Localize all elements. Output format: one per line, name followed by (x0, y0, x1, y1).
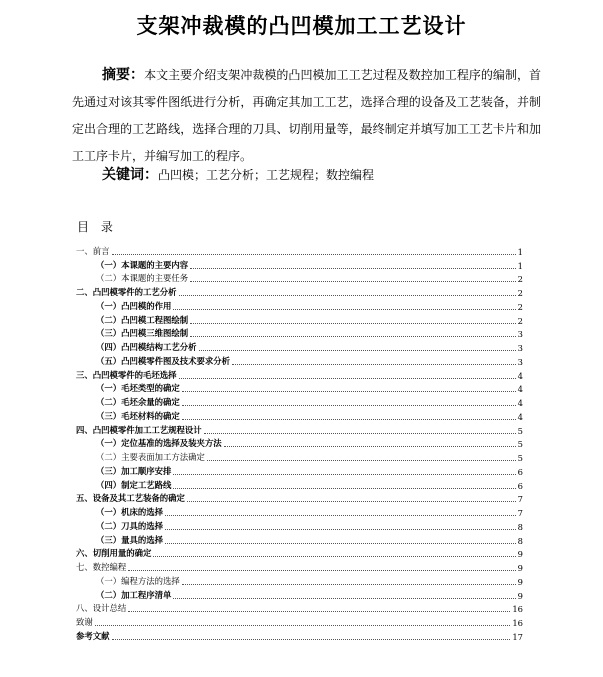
toc-leader-dots (173, 309, 515, 310)
toc-entry-title: （二）主要表面加工方法确定 (96, 452, 205, 462)
toc-entry-title: （三）量具的选择 (96, 534, 163, 545)
toc-leader-dots (190, 323, 516, 324)
toc-entry (76, 381, 523, 395)
toc-entry-title: （二）凸凹模工程图绘制 (96, 314, 189, 325)
toc-entry (76, 463, 523, 477)
toc-entry (76, 408, 523, 422)
toc-entry-title: 五、设备及其工艺装备的确定 (76, 493, 185, 504)
toc-entry (76, 436, 523, 450)
toc-page-number: 2 (517, 274, 523, 285)
toc-leader-dots (204, 433, 516, 434)
toc-page-number: 3 (517, 343, 523, 353)
toc-entry (76, 312, 523, 326)
toc-page-number: 16 (512, 604, 523, 615)
toc-leader-dots (190, 336, 516, 337)
toc-page-number: 2 (517, 301, 523, 312)
toc-entry (76, 243, 523, 257)
toc-page-number: 17 (512, 631, 523, 642)
toc-leader-dots (112, 639, 511, 640)
toc-leader-dots (199, 350, 516, 351)
toc-entry-title: 二、凸凹模零件的工艺分析 (76, 287, 177, 297)
toc-leader-dots (173, 474, 515, 475)
abstract-text: 本文主要介绍支架冲裁模的凸凹模加工工艺过程及数控加工程序的编制，首先通过对该其零件图纸进行分析，再确定其加工工艺，选择合理的设备及工艺装备，并制定出合理的工艺路线，选择合理的刀具、切削用量等，最终制定并填写加工工艺卡片和加工工序卡片，并编写加工的程序。 (72, 68, 541, 163)
toc-leader-dots (182, 405, 516, 406)
toc-entry-title: （二）加工程序清单 (96, 589, 172, 600)
toc-entry-title: 一、前言 (76, 245, 110, 256)
toc-heading: 目 录 (77, 220, 117, 234)
toc-entry-title: 致谢 (76, 617, 93, 627)
toc-leader-dots (165, 515, 516, 516)
toc-leader-dots (187, 501, 516, 502)
toc-entry (76, 559, 523, 573)
toc-leader-dots (207, 460, 516, 461)
table-of-contents (76, 243, 523, 642)
toc-entry (76, 339, 523, 353)
toc-leader-dots (179, 378, 516, 379)
toc-page-number: 4 (517, 370, 523, 381)
toc-leader-dots (232, 364, 516, 365)
toc-page-number: 2 (517, 288, 523, 298)
toc-page-number: 7 (517, 508, 523, 518)
toc-entry-title: （三）加工顺序安排 (96, 465, 172, 476)
toc-page-number: 9 (517, 590, 523, 601)
toc-page-number: 7 (517, 494, 523, 505)
toc-leader-dots (95, 625, 511, 626)
toc-leader-dots (153, 556, 515, 557)
toc-entry-title: （一）机床的选择 (96, 507, 163, 517)
toc-page-number: 8 (517, 535, 523, 546)
toc-entry (76, 614, 523, 628)
toc-entry-title: （四）制定工艺路线 (96, 479, 172, 490)
toc-entry-title: （四）凸凹模结构工艺分析 (96, 342, 197, 352)
toc-leader-dots (182, 584, 516, 585)
toc-entry-title: （二）本课题的主要任务 (96, 273, 189, 284)
toc-entry (76, 326, 523, 340)
toc-entry (76, 546, 523, 560)
toc-page-number: 5 (517, 453, 523, 463)
toc-leader-dots (173, 488, 515, 489)
toc-page-number: 3 (517, 329, 523, 340)
abstract-label: 摘要： (102, 67, 145, 83)
toc-entry (76, 422, 523, 436)
toc-leader-dots (190, 268, 516, 269)
toc-entry (76, 271, 523, 285)
toc-leader-dots (182, 391, 516, 392)
toc-entry (76, 504, 523, 518)
toc-entry-title: （三）凸凹模三维图绘制 (96, 328, 189, 339)
toc-entry (76, 573, 523, 587)
toc-entry (76, 628, 523, 642)
toc-page-number: 9 (517, 549, 523, 560)
toc-entry-title: 八、设计总结 (76, 603, 127, 614)
toc-entry (76, 353, 523, 367)
toc-leader-dots (190, 281, 516, 282)
toc-page-number: 4 (517, 398, 523, 408)
toc-entry (76, 587, 523, 601)
toc-page-number: 1 (517, 246, 523, 257)
toc-entry-title: 三、凸凹模零件的毛坯选择 (76, 369, 177, 380)
toc-entry-title: 参考文献 (76, 630, 110, 641)
toc-page-number: 16 (512, 618, 523, 628)
toc-page-number: 4 (517, 384, 523, 395)
toc-page-number: 9 (517, 576, 523, 587)
toc-entry (76, 518, 523, 532)
toc-leader-dots (165, 529, 516, 530)
keywords-line (102, 164, 374, 186)
toc-page-number: 6 (517, 480, 523, 491)
toc-leader-dots (128, 570, 515, 571)
document-title: 支架冲裁模的凸凹模加工工艺设计 (136, 14, 467, 38)
toc-entry (76, 601, 523, 615)
toc-entry-title: （一）本课题的主要内容 (96, 259, 189, 270)
toc-page-number: 5 (517, 439, 523, 450)
toc-entry (76, 477, 523, 491)
toc-entry-title: 六、切削用量的确定 (76, 548, 152, 559)
toc-leader-dots (182, 419, 516, 420)
toc-entry-title: （一）毛坯类型的确定 (96, 383, 180, 394)
toc-page-number: 8 (517, 521, 523, 532)
toc-page-number: 1 (517, 260, 523, 271)
toc-entry-title: （二）刀具的选择 (96, 520, 163, 531)
toc-page-number: 2 (517, 315, 523, 326)
toc-leader-dots (179, 295, 516, 296)
toc-page-number: 3 (517, 356, 523, 367)
toc-leader-dots (112, 254, 516, 255)
toc-entry-title: （三）毛坯材料的确定 (96, 410, 180, 421)
keywords-text: 凸凹模；工艺分析；工艺规程；数控编程 (158, 168, 375, 182)
abstract-paragraph (72, 62, 541, 170)
toc-entry (76, 367, 523, 381)
toc-entry (76, 491, 523, 505)
toc-entry-title: （一）凸凹模的作用 (96, 300, 172, 311)
toc-entry (76, 449, 523, 463)
toc-entry (76, 257, 523, 271)
toc-leader-dots (224, 446, 516, 447)
toc-leader-dots (128, 611, 510, 612)
toc-page-number: 9 (517, 563, 523, 573)
toc-entry (76, 532, 523, 546)
toc-page-number: 5 (517, 425, 523, 436)
toc-entry-title: （二）毛坯余量的确定 (96, 397, 180, 407)
toc-entry (76, 394, 523, 408)
toc-page-number: 4 (517, 411, 523, 422)
toc-leader-dots (165, 543, 516, 544)
toc-entry (76, 284, 523, 298)
toc-leader-dots (173, 598, 515, 599)
toc-entry-title: （五）凸凹模零件图及技术要求分析 (96, 355, 230, 366)
toc-entry (76, 298, 523, 312)
toc-entry-title: 七、数控编程 (76, 562, 127, 572)
keywords-label: 关键词： (102, 167, 158, 183)
toc-entry-title: 四、凸凹模零件加工工艺规程设计 (76, 424, 202, 435)
toc-entry-title: （一）编程方法的选择 (96, 575, 180, 586)
toc-page-number: 6 (517, 466, 523, 477)
toc-entry-title: （一）定位基准的选择及装夹方法 (96, 438, 222, 449)
